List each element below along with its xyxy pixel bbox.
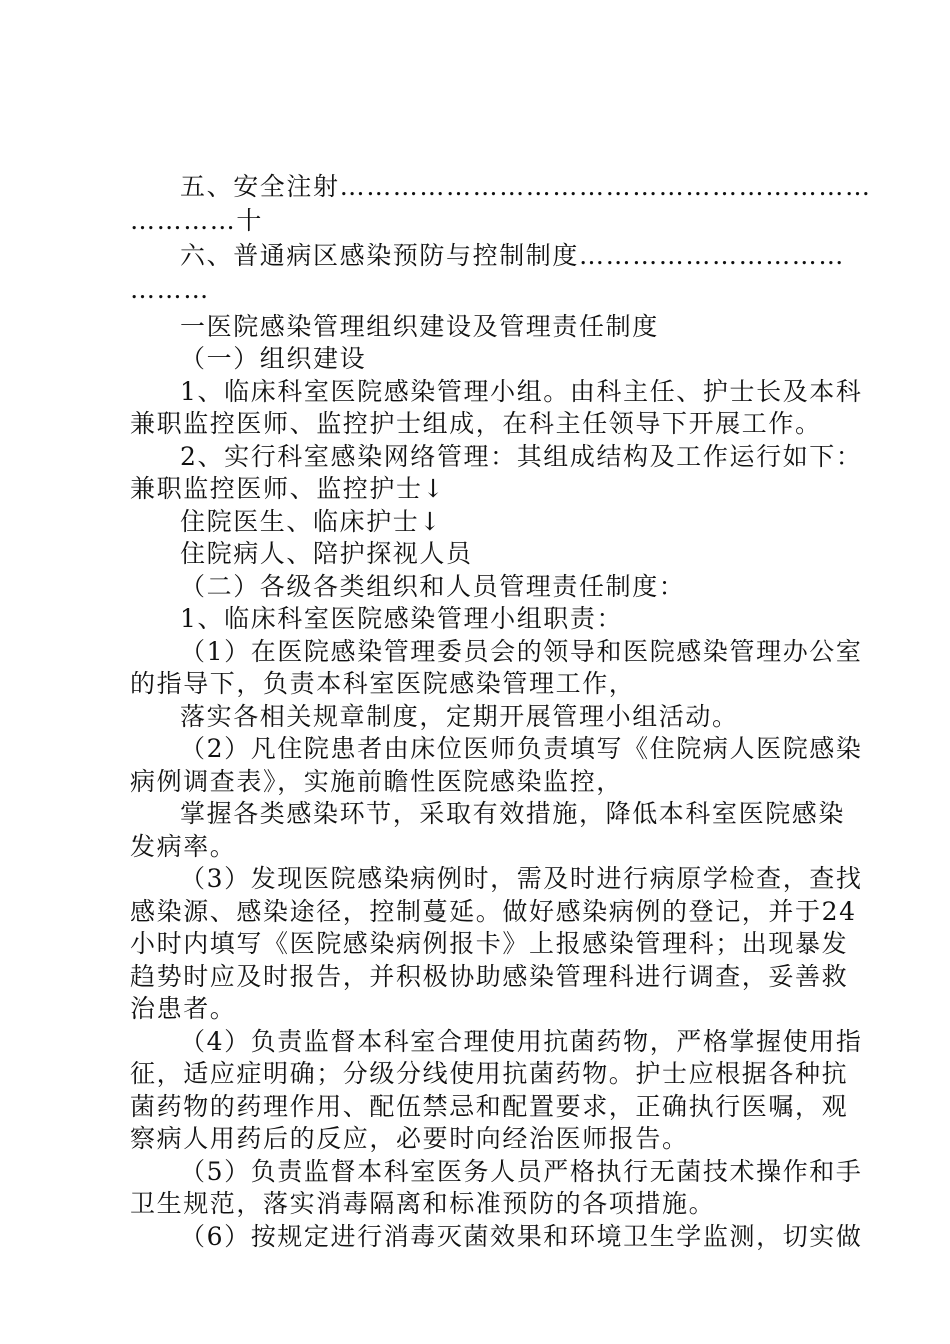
paragraph-line: 落实各相关规章制度，定期开展管理小组活动。 (180, 702, 739, 731)
network-level: 兼职监控医师、监控护士↓ (130, 474, 446, 503)
paragraph-line: 兼职监控医师、监控护士组成，在科主任领导下开展工作。 (130, 409, 822, 438)
toc-line: 五、安全注射…………………………………………………… (180, 172, 872, 201)
toc-line: ……… (130, 275, 210, 304)
paragraph-line: 病例调查表》，实施前瞻性医院感染监控， (130, 767, 623, 796)
paragraph-line: 趋势时应及时报告，并积极协助感染管理科进行调查，妥善救 (130, 962, 849, 991)
network-level: 住院医生、临床护士↓ (180, 507, 442, 536)
paragraph-line: 的指导下，负责本科室医院感染管理工作， (130, 669, 636, 698)
paragraph-line: （3）发现医院感染病例时，需及时进行病原学检查，查找 (180, 864, 863, 893)
network-level: 住院病人、陪护探视人员 (180, 539, 473, 568)
paragraph-line: 1、临床科室医院感染管理小组。由科主任、护士长及本科 (180, 377, 863, 406)
paragraph-line: （5）负责监督本科室医务人员严格执行无菌技术操作和手 (180, 1157, 863, 1186)
paragraph-line: 卫生规范，落实消毒隔离和标准预防的各项措施。 (130, 1189, 716, 1218)
paragraph-line: 掌握各类感染环节，采取有效措施，降低本科室医院感染 (180, 799, 846, 828)
toc-line: 六、普通病区感染预防与控制制度………………………… (180, 241, 846, 270)
paragraph-line: 2、实行科室感染网络管理：其组成结构及工作运行如下： (180, 442, 863, 471)
paragraph-line: 发病率。 (130, 832, 237, 861)
paragraph-line: （1）在医院感染管理委员会的领导和医院感染管理办公室 (180, 637, 863, 666)
subsection-heading: （一）组织建设 (180, 344, 367, 373)
paragraph-line: 感染源、感染途径，控制蔓延。做好感染病例的登记，并于24 (130, 897, 857, 926)
paragraph-line: 1、临床科室医院感染管理小组职责： (180, 604, 624, 633)
subsection-heading: （二）各级各类组织和人员管理责任制度： (180, 572, 686, 601)
paragraph-line: （6）按规定进行消毒灭菌效果和环境卫生学监测，切实做 (180, 1222, 863, 1251)
paragraph-line: 征，适应症明确；分级分线使用抗菌药物。护士应根据各种抗 (130, 1059, 849, 1088)
paragraph-line: （4）负责监督本科室合理使用抗菌药物，严格掌握使用指 (180, 1027, 863, 1056)
paragraph-line: 察病人用药后的反应，必要时向经治医师报告。 (130, 1124, 689, 1153)
toc-line: …………十 (130, 206, 264, 235)
paragraph-line: （2）凡住院患者由床位医师负责填写《住院病人医院感染 (180, 734, 863, 763)
section-heading: 一医院感染管理组织建设及管理责任制度 (180, 312, 659, 341)
paragraph-line: 治患者。 (130, 994, 237, 1023)
paragraph-line: 菌药物的药理作用、配伍禁忌和配置要求，正确执行医嘱，观 (130, 1092, 849, 1121)
paragraph-line: 小时内填写《医院感染病例报卡》上报感染管理科；出现暴发 (130, 929, 849, 958)
